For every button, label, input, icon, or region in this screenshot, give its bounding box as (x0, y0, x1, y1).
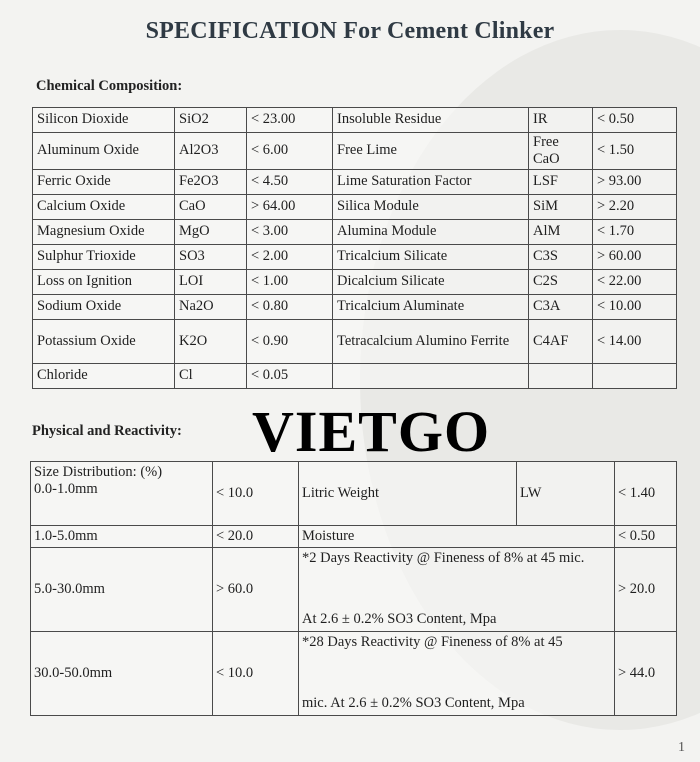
component-limit: < 3.00 (247, 220, 333, 245)
component-name: Potassium Oxide (33, 320, 175, 364)
property-spec: > 20.0 (615, 548, 677, 632)
table-row (33, 195, 677, 220)
parameter-name: Free Lime (333, 133, 529, 170)
page-number: 1 (678, 740, 685, 755)
component-name: Loss on Ignition (33, 270, 175, 295)
component-symbol: LOI (175, 270, 247, 295)
parameter-name: Dicalcium Silicate (333, 270, 529, 295)
property-spec: > 44.0 (615, 632, 677, 716)
component-symbol: CaO (175, 195, 247, 220)
component-symbol: SO3 (175, 245, 247, 270)
table-row (31, 548, 677, 632)
property-line-2: mic. At 2.6 ± 0.2% SO3 Content, Mpa (302, 695, 525, 711)
parameter-limit: < 10.00 (593, 295, 677, 320)
property-line-2: At 2.6 ± 0.2% SO3 Content, Mpa (302, 611, 497, 627)
chemical-table-body (33, 108, 677, 389)
parameter-symbol: AlM (529, 220, 593, 245)
table-row (31, 632, 677, 716)
component-symbol: SiO2 (175, 108, 247, 133)
table-row (33, 245, 677, 270)
component-limit: < 0.80 (247, 295, 333, 320)
property-name: Moisture (299, 526, 615, 548)
parameter-name: Tricalcium Aluminate (333, 295, 529, 320)
component-limit: < 6.00 (247, 133, 333, 170)
size-distribution-label: Size Distribution: (%) (34, 464, 163, 480)
table-row (31, 526, 677, 548)
parameter-limit: < 1.70 (593, 220, 677, 245)
physical-reactivity-heading: Physical and Reactivity: (32, 423, 182, 439)
chemical-composition-heading: Chemical Composition: (36, 78, 183, 94)
component-name: Silicon Dioxide (33, 108, 175, 133)
component-symbol: Al2O3 (175, 133, 247, 170)
table-row (33, 170, 677, 195)
table-row (33, 364, 677, 389)
table-row (33, 320, 677, 364)
parameter-symbol: C4AF (529, 320, 593, 364)
parameter-name: Silica Module (333, 195, 529, 220)
parameter-symbol: C3S (529, 245, 593, 270)
parameter-symbol: Free CaO (529, 133, 593, 170)
component-symbol: Fe2O3 (175, 170, 247, 195)
component-limit: < 2.00 (247, 245, 333, 270)
component-name: Aluminum Oxide (33, 133, 175, 170)
property-description (299, 548, 615, 632)
size-value: < 10.0 (213, 462, 299, 526)
size-value: > 60.0 (213, 548, 299, 632)
table-row (31, 462, 677, 526)
parameter-symbol: LSF (529, 170, 593, 195)
component-limit: < 1.00 (247, 270, 333, 295)
component-name: Magnesium Oxide (33, 220, 175, 245)
component-limit: < 23.00 (247, 108, 333, 133)
table-row (33, 295, 677, 320)
component-name: Ferric Oxide (33, 170, 175, 195)
table-row (33, 133, 677, 170)
parameter-limit: > 2.20 (593, 195, 677, 220)
parameter-limit: > 60.00 (593, 245, 677, 270)
table-row (33, 270, 677, 295)
size-value: < 20.0 (213, 526, 299, 548)
component-name: Sodium Oxide (33, 295, 175, 320)
component-limit: > 64.00 (247, 195, 333, 220)
component-name: Chloride (33, 364, 175, 389)
parameter-name: Lime Saturation Factor (333, 170, 529, 195)
size-range: 0.0-1.0mm (34, 481, 98, 498)
property-spec: < 1.40 (615, 462, 677, 526)
property-description (299, 632, 615, 716)
size-distribution-cell (31, 462, 213, 526)
parameter-name (333, 364, 529, 389)
component-symbol: Cl (175, 364, 247, 389)
component-name: Sulphur Trioxide (33, 245, 175, 270)
component-name: Calcium Oxide (33, 195, 175, 220)
property-name: Litric Weight (299, 462, 517, 526)
size-range: 1.0-5.0mm (31, 526, 213, 548)
table-row (33, 108, 677, 133)
table-row (33, 220, 677, 245)
component-limit: < 0.05 (247, 364, 333, 389)
parameter-limit: < 22.00 (593, 270, 677, 295)
chemical-composition-table (32, 107, 677, 389)
property-line-1: *2 Days Reactivity @ Fineness of 8% at 45 mic. (302, 550, 585, 567)
parameter-symbol: C3A (529, 295, 593, 320)
parameter-symbol: IR (529, 108, 593, 133)
parameter-limit: < 1.50 (593, 133, 677, 170)
component-limit: < 4.50 (247, 170, 333, 195)
vietgo-watermark: VIETGO (252, 399, 491, 464)
component-symbol: K2O (175, 320, 247, 364)
parameter-symbol (529, 364, 593, 389)
size-range: 5.0-30.0mm (31, 548, 213, 632)
parameter-symbol: C2S (529, 270, 593, 295)
property-spec: < 0.50 (615, 526, 677, 548)
parameter-name: Insoluble Residue (333, 108, 529, 133)
document-title: SPECIFICATION For Cement Clinker (145, 18, 555, 44)
parameter-limit (593, 364, 677, 389)
parameter-symbol: SiM (529, 195, 593, 220)
parameter-limit: < 0.50 (593, 108, 677, 133)
parameter-limit: < 14.00 (593, 320, 677, 364)
parameter-name: Alumina Module (333, 220, 529, 245)
parameter-name: Tricalcium Silicate (333, 245, 529, 270)
component-symbol: MgO (175, 220, 247, 245)
property-line-1: *28 Days Reactivity @ Fineness of 8% at 45 (302, 634, 563, 651)
size-range: 30.0-50.0mm (31, 632, 213, 716)
component-symbol: Na2O (175, 295, 247, 320)
parameter-limit: > 93.00 (593, 170, 677, 195)
property-symbol: LW (517, 462, 615, 526)
parameter-name: Tetracalcium Alumino Ferrite (333, 320, 529, 364)
size-value: < 10.0 (213, 632, 299, 716)
component-limit: < 0.90 (247, 320, 333, 364)
physical-reactivity-table (30, 461, 677, 716)
